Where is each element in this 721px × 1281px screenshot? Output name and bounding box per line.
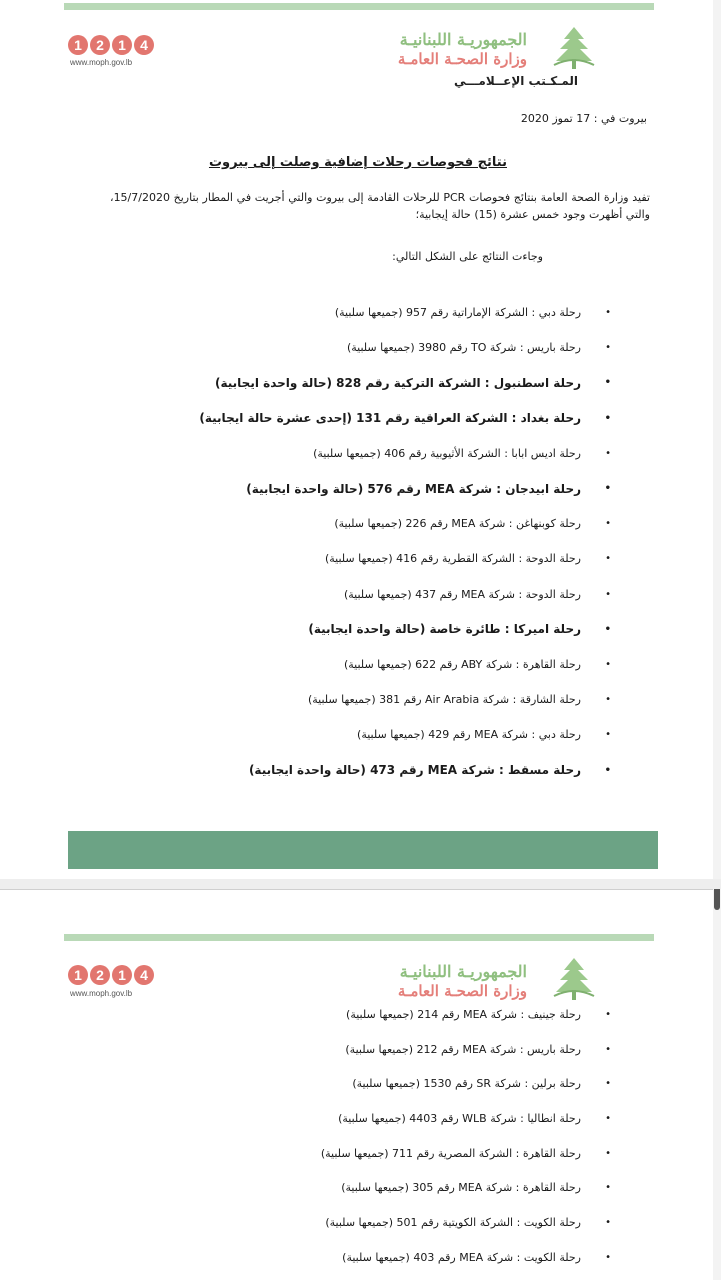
ministry-name: وزارة الصحـة العامـة xyxy=(397,50,527,68)
document-date: بيروت في : 17 تموز 2020 xyxy=(520,112,647,125)
hotline-logo xyxy=(68,35,154,55)
bullet-icon: • xyxy=(605,1112,611,1124)
flight-result-item xyxy=(321,1101,611,1136)
flight-result-text: رحلة القاهرة : شركة ABY رقم 622 (جميعها سلبية) xyxy=(343,657,581,671)
flight-result-item xyxy=(321,1032,611,1067)
bullet-icon: • xyxy=(605,658,611,670)
flight-result-item xyxy=(321,1240,611,1275)
flight-result-text: رحلة باريس : شركة TO رقم 3980 (جميعها سلبية) xyxy=(346,341,581,355)
document-title: نتائج فحوصات رحلات إضافية وصلت إلى بيروت xyxy=(208,155,507,170)
hotline-digit: 2 xyxy=(90,35,110,55)
flight-result-text: رحلة الكويت : شركة MEA رقم 403 (جميعها سلبية) xyxy=(342,1250,581,1264)
flight-result-item xyxy=(199,541,611,576)
header-accent-bar xyxy=(64,3,654,10)
flight-result-text: رحلة برلين : شركة SR رقم 1530 (جميعها سلبية) xyxy=(352,1077,581,1091)
flight-result-text: رحلة الدوحة : الشركة القطرية رقم 416 (جميعها سلبية) xyxy=(324,552,581,566)
hotline-digit: 1 xyxy=(68,35,88,55)
header-accent-bar xyxy=(64,934,654,941)
flight-result-item xyxy=(199,295,611,330)
hotline-digit: 1 xyxy=(68,965,88,985)
bullet-icon: • xyxy=(604,377,611,389)
flight-result-text: رحلة باريس : شركة MEA رقم 212 (جميعها سلبية) xyxy=(345,1042,581,1056)
flight-result-item xyxy=(321,997,611,1032)
flight-result-text: رحلة الشارقة : شركة Air Arabia رقم 381 (جميعها سلبية) xyxy=(307,693,581,707)
bullet-icon: • xyxy=(605,307,611,319)
hotline-digit: 2 xyxy=(90,965,110,985)
flight-result-item xyxy=(321,1205,611,1240)
flight-result-item xyxy=(199,612,611,647)
government-name: الجمهوريـة اللبنانيـة xyxy=(399,962,527,981)
flight-result-item xyxy=(321,1066,611,1101)
flight-result-item xyxy=(321,1170,611,1205)
website-url: www.moph.gov.lb xyxy=(70,989,133,998)
bullet-icon: • xyxy=(605,694,611,706)
hotline-digit: 4 xyxy=(134,35,154,55)
bullet-icon: • xyxy=(605,342,611,354)
bullet-icon: • xyxy=(605,1147,611,1159)
bullet-icon: • xyxy=(605,729,611,741)
flight-result-text: رحلة اسطنبول : الشركة التركية رقم 828 (حالة واحدة ايجابية) xyxy=(215,375,581,390)
flight-result-item xyxy=(199,506,611,541)
flight-result-text: رحلة كوبنهاغن : شركة MEA رقم 226 (جميعها سلبية) xyxy=(334,517,581,531)
ministry-name-block xyxy=(297,30,527,69)
scrollbar-track[interactable] xyxy=(713,0,721,1280)
intro-paragraph: تفيد وزارة الصحة العامة بنتائج فحوصات PCR للرحلات القادمة إلى بيروت والتي أجريت في المطار بتاريخ 15/7/2020، والتي أظهرت وجود خمس عشرة (15) حالة إيجابية؛ xyxy=(110,191,650,221)
flight-result-item xyxy=(199,647,611,682)
flight-result-item xyxy=(199,330,611,365)
flight-result-item xyxy=(199,717,611,752)
flight-result-text: رحلة القاهرة : شركة MEA رقم 305 (جميعها سلبية) xyxy=(341,1181,581,1195)
flight-result-text: رحلة القاهرة : الشركة المصرية رقم 711 (جميعها سلبية) xyxy=(320,1146,581,1160)
flight-result-item xyxy=(199,577,611,612)
bullet-icon: • xyxy=(605,588,611,600)
flight-result-item xyxy=(320,1136,611,1171)
bullet-icon: • xyxy=(604,623,611,635)
flight-result-text: رحلة دبي : الشركة الإماراتية رقم 957 (جميعها سلبية) xyxy=(334,306,581,320)
bullet-icon: • xyxy=(605,1182,611,1194)
document-page-2 xyxy=(0,889,713,1281)
flight-result-text: رحلة انطاليا : شركة WLB رقم 4403 (جميعها سلبية) xyxy=(338,1111,581,1125)
footer-accent-bar xyxy=(68,831,658,869)
hotline-digit: 4 xyxy=(134,965,154,985)
press-office-label: المـكـتب الإعــلامـــي xyxy=(453,74,578,88)
bullet-icon: • xyxy=(605,1078,611,1090)
cedar-logo-icon xyxy=(550,956,598,1002)
flight-results-list xyxy=(199,295,611,788)
ministry-name-block xyxy=(297,962,527,1001)
flight-result-text: رحلة الدوحة : شركة MEA رقم 437 (جميعها سلبية) xyxy=(343,587,581,601)
bullet-icon: • xyxy=(604,412,611,424)
flight-result-text: رحلة جينيف : شركة MEA رقم 214 (جميعها سلبية) xyxy=(346,1007,581,1021)
flight-result-text: رحلة ابيدجان : شركة MEA رقم 576 (حالة واحدة ايجابية) xyxy=(246,481,581,496)
flight-result-text: رحلة اديس ابابا : الشركة الأثيوبية رقم 406 (جميعها سلبية) xyxy=(313,446,581,460)
ministry-name: وزارة الصحـة العامـة xyxy=(397,982,527,1000)
flight-result-item xyxy=(199,471,611,506)
flight-result-text: رحلة الكويت : الشركة الكويتية رقم 501 (جميعها سلبية) xyxy=(325,1215,581,1229)
results-label: وجاءت النتائج على الشكل التالي: xyxy=(392,250,543,263)
bullet-icon: • xyxy=(605,1008,611,1020)
flight-result-text: رحلة دبي : شركة MEA رقم 429 (جميعها سلبية) xyxy=(357,728,581,742)
bullet-icon: • xyxy=(604,483,611,495)
government-name: الجمهوريـة اللبنانيـة xyxy=(399,30,527,49)
website-url: www.moph.gov.lb xyxy=(70,58,133,67)
bullet-icon: • xyxy=(605,553,611,565)
flight-result-text: رحلة اميركا : طائرة خاصة (حالة واحدة ايجابية) xyxy=(308,622,581,637)
bullet-icon: • xyxy=(605,518,611,530)
flight-result-item xyxy=(199,752,611,787)
hotline-digit: 1 xyxy=(112,965,132,985)
flight-result-item xyxy=(199,436,611,471)
hotline-logo xyxy=(68,965,154,985)
bullet-icon: • xyxy=(605,447,611,459)
bullet-icon: • xyxy=(605,1043,611,1055)
hotline-digit: 1 xyxy=(112,35,132,55)
flight-result-item xyxy=(199,682,611,717)
flight-results-list xyxy=(320,997,611,1275)
bullet-icon: • xyxy=(605,1251,611,1263)
flight-result-text: رحلة مسقط : شركة MEA رقم 473 (حالة واحدة ايجابية) xyxy=(248,763,581,778)
bullet-icon: • xyxy=(605,1216,611,1228)
bullet-icon: • xyxy=(604,764,611,776)
flight-result-text: رحلة بغداد : الشركة العراقية رقم 131 (إحدى عشرة حالة ايجابية) xyxy=(199,411,581,426)
flight-result-item xyxy=(199,401,611,436)
cedar-logo-icon xyxy=(550,25,598,71)
flight-result-item xyxy=(199,365,611,400)
page-gap xyxy=(0,879,721,889)
